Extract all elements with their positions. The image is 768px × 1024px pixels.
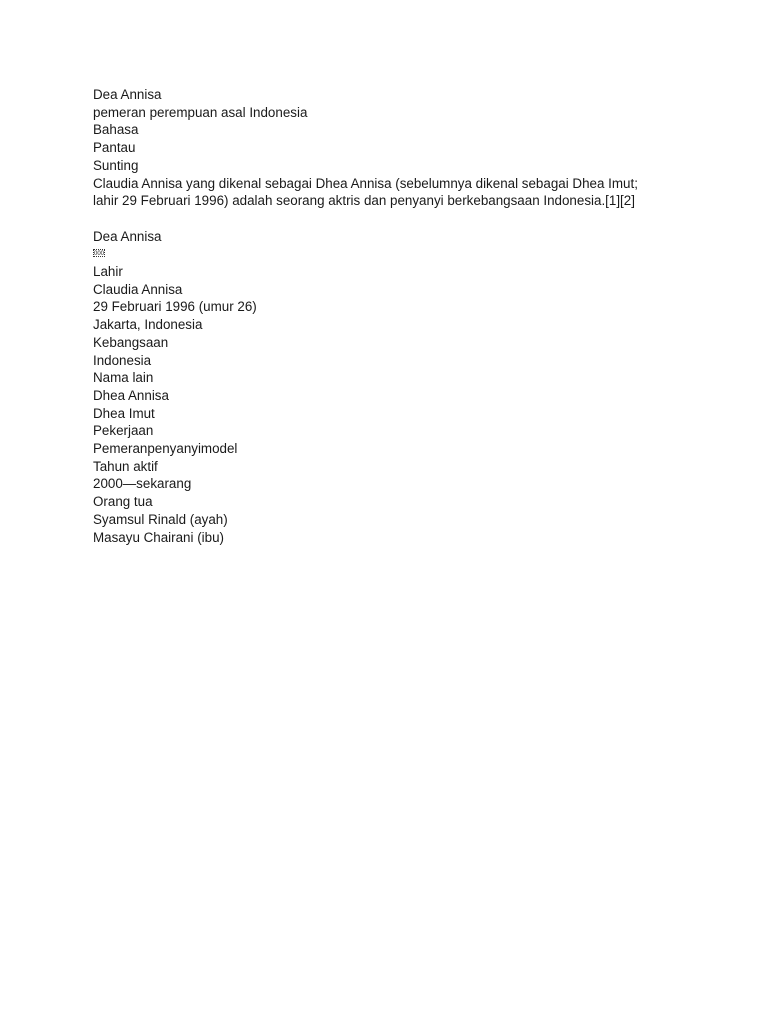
infobox-value-birth-name: Claudia Annisa (93, 281, 183, 297)
document-page (93, 86, 713, 546)
infobox-label-lahir: Lahir (93, 264, 123, 280)
missing-glyph-box: 000 (94, 251, 105, 258)
menu-item-pantau: Pantau (93, 140, 136, 156)
missing-glyph-icon (93, 245, 713, 263)
infobox-value-nationality: Indonesia (93, 352, 152, 368)
infobox-value-years-active: 2000—sekarang (93, 476, 192, 492)
article-subtitle: pemeran perempuan asal Indonesia (93, 104, 308, 120)
infobox-label-orang-tua: Orang tua (93, 494, 153, 510)
infobox-value-alias-1: Dhea Annisa (93, 387, 169, 403)
infobox-label-nama-lain: Nama lain (93, 370, 154, 386)
infobox-value-birth-date: 29 Februari 1996 (umur 26) (93, 299, 257, 315)
infobox-label-tahun-aktif: Tahun aktif (93, 458, 158, 474)
menu-item-sunting: Sunting (93, 157, 139, 173)
infobox-value-father: Syamsul Rinald (ayah) (93, 511, 228, 527)
infobox-value-mother: Masayu Chairani (ibu) (93, 529, 224, 545)
intro-paragraph-line-2: lahir 29 Februari 1996) adalah seorang aktris dan penyanyi berkebangsaan Indonesia.[1][2] (93, 193, 635, 209)
infobox-title: Dea Annisa (93, 228, 162, 244)
infobox-value-occupation: Pemeranpenyanyimodel (93, 441, 238, 457)
intro-paragraph-line-1: Claudia Annisa yang dikenal sebagai Dhea Annisa (sebelumnya dikenal sebagai Dhea Imut; (93, 175, 638, 191)
infobox-label-kebangsaan: Kebangsaan (93, 334, 169, 350)
infobox-label-pekerjaan: Pekerjaan (93, 423, 154, 439)
paragraph-spacer (93, 210, 713, 228)
infobox-value-alias-2: Dhea Imut (93, 405, 155, 421)
article-title: Dea Annisa (93, 87, 162, 102)
menu-item-bahasa: Bahasa (93, 122, 139, 138)
infobox-value-birth-place: Jakarta, Indonesia (93, 317, 203, 333)
